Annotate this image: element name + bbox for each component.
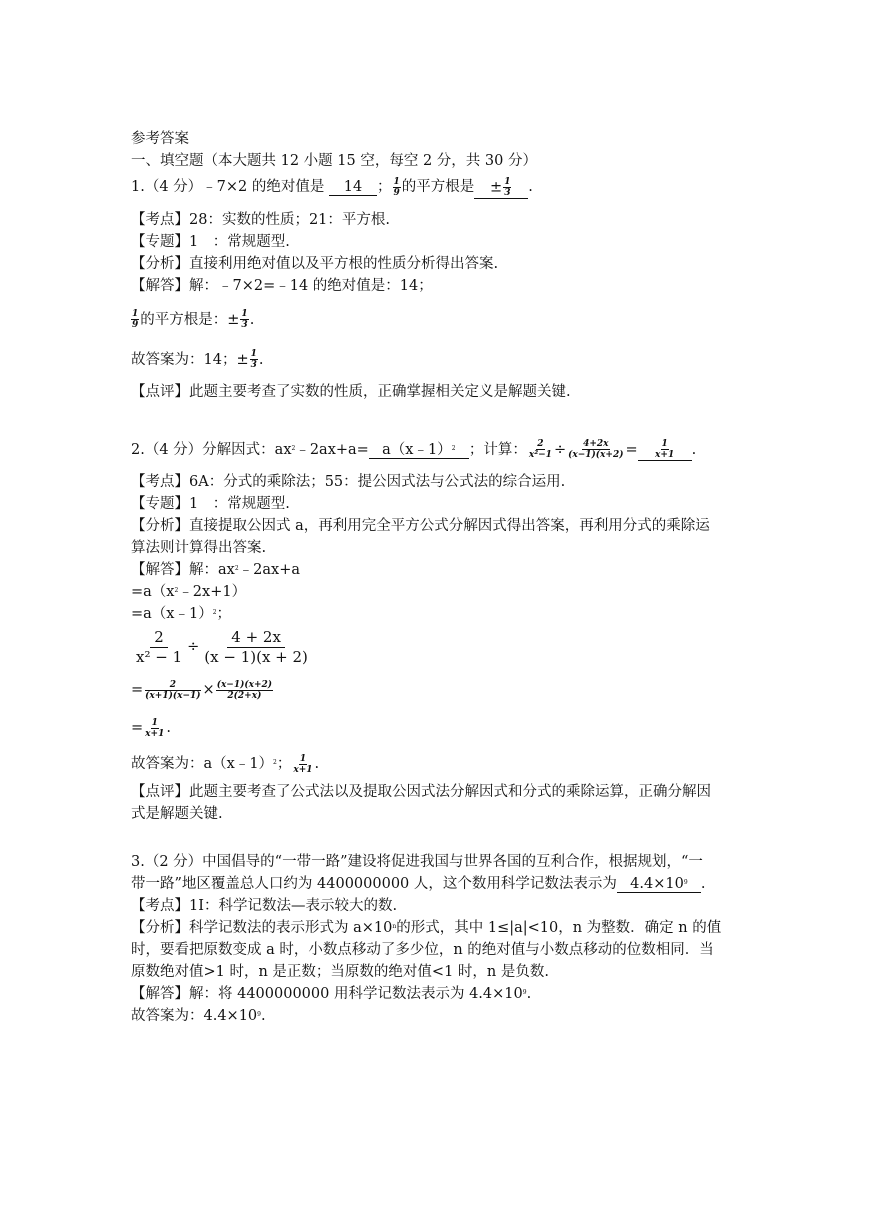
q1-answer-b: ± $\frac{1}{3}$ — [474, 177, 528, 199]
jieda: 【解答】解：﹣7×2=﹣14 的绝对值是：14； — [131, 277, 433, 294]
fenxi: 【分析】科学记数法的表示形式为 $a\times 10^n$的形式，其中 1≤|a|<10，n 为整数．确定 n 的值 — [131, 920, 722, 936]
kaodian: 【考点】1I：科学记数法—表示较大的数. — [131, 898, 398, 914]
zhuanti: 【专题】1 ：常规题型. — [131, 496, 290, 512]
answer-sheet — [131, 128, 743, 1027]
final-answer: 故答案为：$4.4\times 10^9$. — [131, 1008, 266, 1024]
kaodian: 【考点】6A：分式的乘除法；55：提公因式法与公式法的综合运用. — [131, 474, 566, 490]
jieda: 【解答】解：$ax^2﹣2ax+a$ — [131, 562, 300, 578]
fraction: $\frac{1}{9}$ — [393, 176, 400, 198]
solution-step: = $\frac{2}{(x+1)(x-1)}$ × $\frac{(x-1)(x+2)}{2(2+x)}$ — [131, 679, 273, 701]
solution-step: $\frac{1}{9}$ 的平方根是：± $\frac{1}{3}$ . — [132, 309, 255, 330]
q3-answer: $4.4\times 10^9$ — [617, 876, 701, 893]
solution-step: = $\frac{1}{x+1}$ . — [131, 717, 171, 739]
fenxi: 【分析】直接提取公因式 a，再利用完全平方公式分解因式得出答案，再利用分式的乘除运 — [131, 518, 710, 534]
dianping-cont: 式是解题关键. — [131, 806, 223, 822]
q1-stem: 1.（4 分）﹣7×2 的绝对值是 14 ； $\frac{1}{9}$ 的平方根是 ± $\frac{1}{3}$ . — [131, 176, 533, 198]
fenxi-cont: 时，要看把原数变成 a 时，小数点移动了多少位，n 的绝对值与小数点移动的位数相同．当 — [131, 942, 714, 958]
kaodian: 【考点】28：实数的性质；21：平方根. — [131, 211, 391, 228]
fenxi-cont: 原数绝对值>1 时，n 是正数；当原数的绝对值<1 时，n 是负数. — [131, 964, 549, 980]
final-answer: 故答案为：14；± $\frac{1}{3}$ . — [131, 349, 264, 370]
page-heading: 参考答案 — [131, 131, 189, 147]
jieda: 【解答】解：将 4400000000 用科学记数法表示为 $4.4\times 10^9$. — [131, 986, 532, 1002]
section-title: 一、填空题（本大题共 12 小题 15 空，每空 2 分，共 30 分） — [131, 153, 537, 169]
q2-stem: 2.（4 分）分解因式：$ax^2﹣2ax+a=$ a（x﹣1）$^2$ ；计算： $\frac{2}{\text{x²−1}}$ ÷ $\frac{4+2x}{(x-1)(x+2)}$ = $\frac{1}{x+1}$ . — [131, 439, 697, 460]
q3-stem: 3.（2 分）中国倡导的“一带一路”建设将促进我国与世界各国的互利合作，根据规划，“一 — [131, 854, 703, 870]
fenxi-cont: 算法则计算得出答案. — [131, 540, 267, 556]
q2-answer-a: a（x﹣1）$^2$ — [369, 442, 469, 459]
zhuanti: 【专题】1 ：常规题型. — [131, 233, 290, 250]
solution-step: $=a(x^2﹣2x+1)$ — [131, 584, 247, 600]
q2-answer-b: $\frac{1}{x+1}$ — [638, 439, 692, 461]
fenxi: 【分析】直接利用绝对值以及平方根的性质分析得出答案. — [131, 255, 499, 272]
big-expression: $\frac{2}{\text{x² − 1}}$ ÷ $\frac{4 + 2x}{(x - 1)(x + 2)}$ — [136, 627, 308, 666]
dianping: 【点评】此题主要考查了公式法以及提取公因式法分解因式和分式的乘除运算，正确分解因 — [131, 784, 711, 800]
dianping: 【点评】此题主要考查了实数的性质，正确掌握相关定义是解题关键. — [131, 383, 571, 400]
final-answer: 故答案为：a（x﹣1）$^2$； $\frac{1}{x+1}$ . — [131, 753, 320, 775]
solution-step: =a（x﹣1）$^2$； — [131, 606, 232, 622]
q1-answer-a: 14 — [329, 179, 377, 196]
q3-stem-cont: 带一路”地区覆盖总人口约为 4400000000 人，这个数用科学记数法表示为 $4.4\times 10^9$ . — [131, 876, 706, 892]
